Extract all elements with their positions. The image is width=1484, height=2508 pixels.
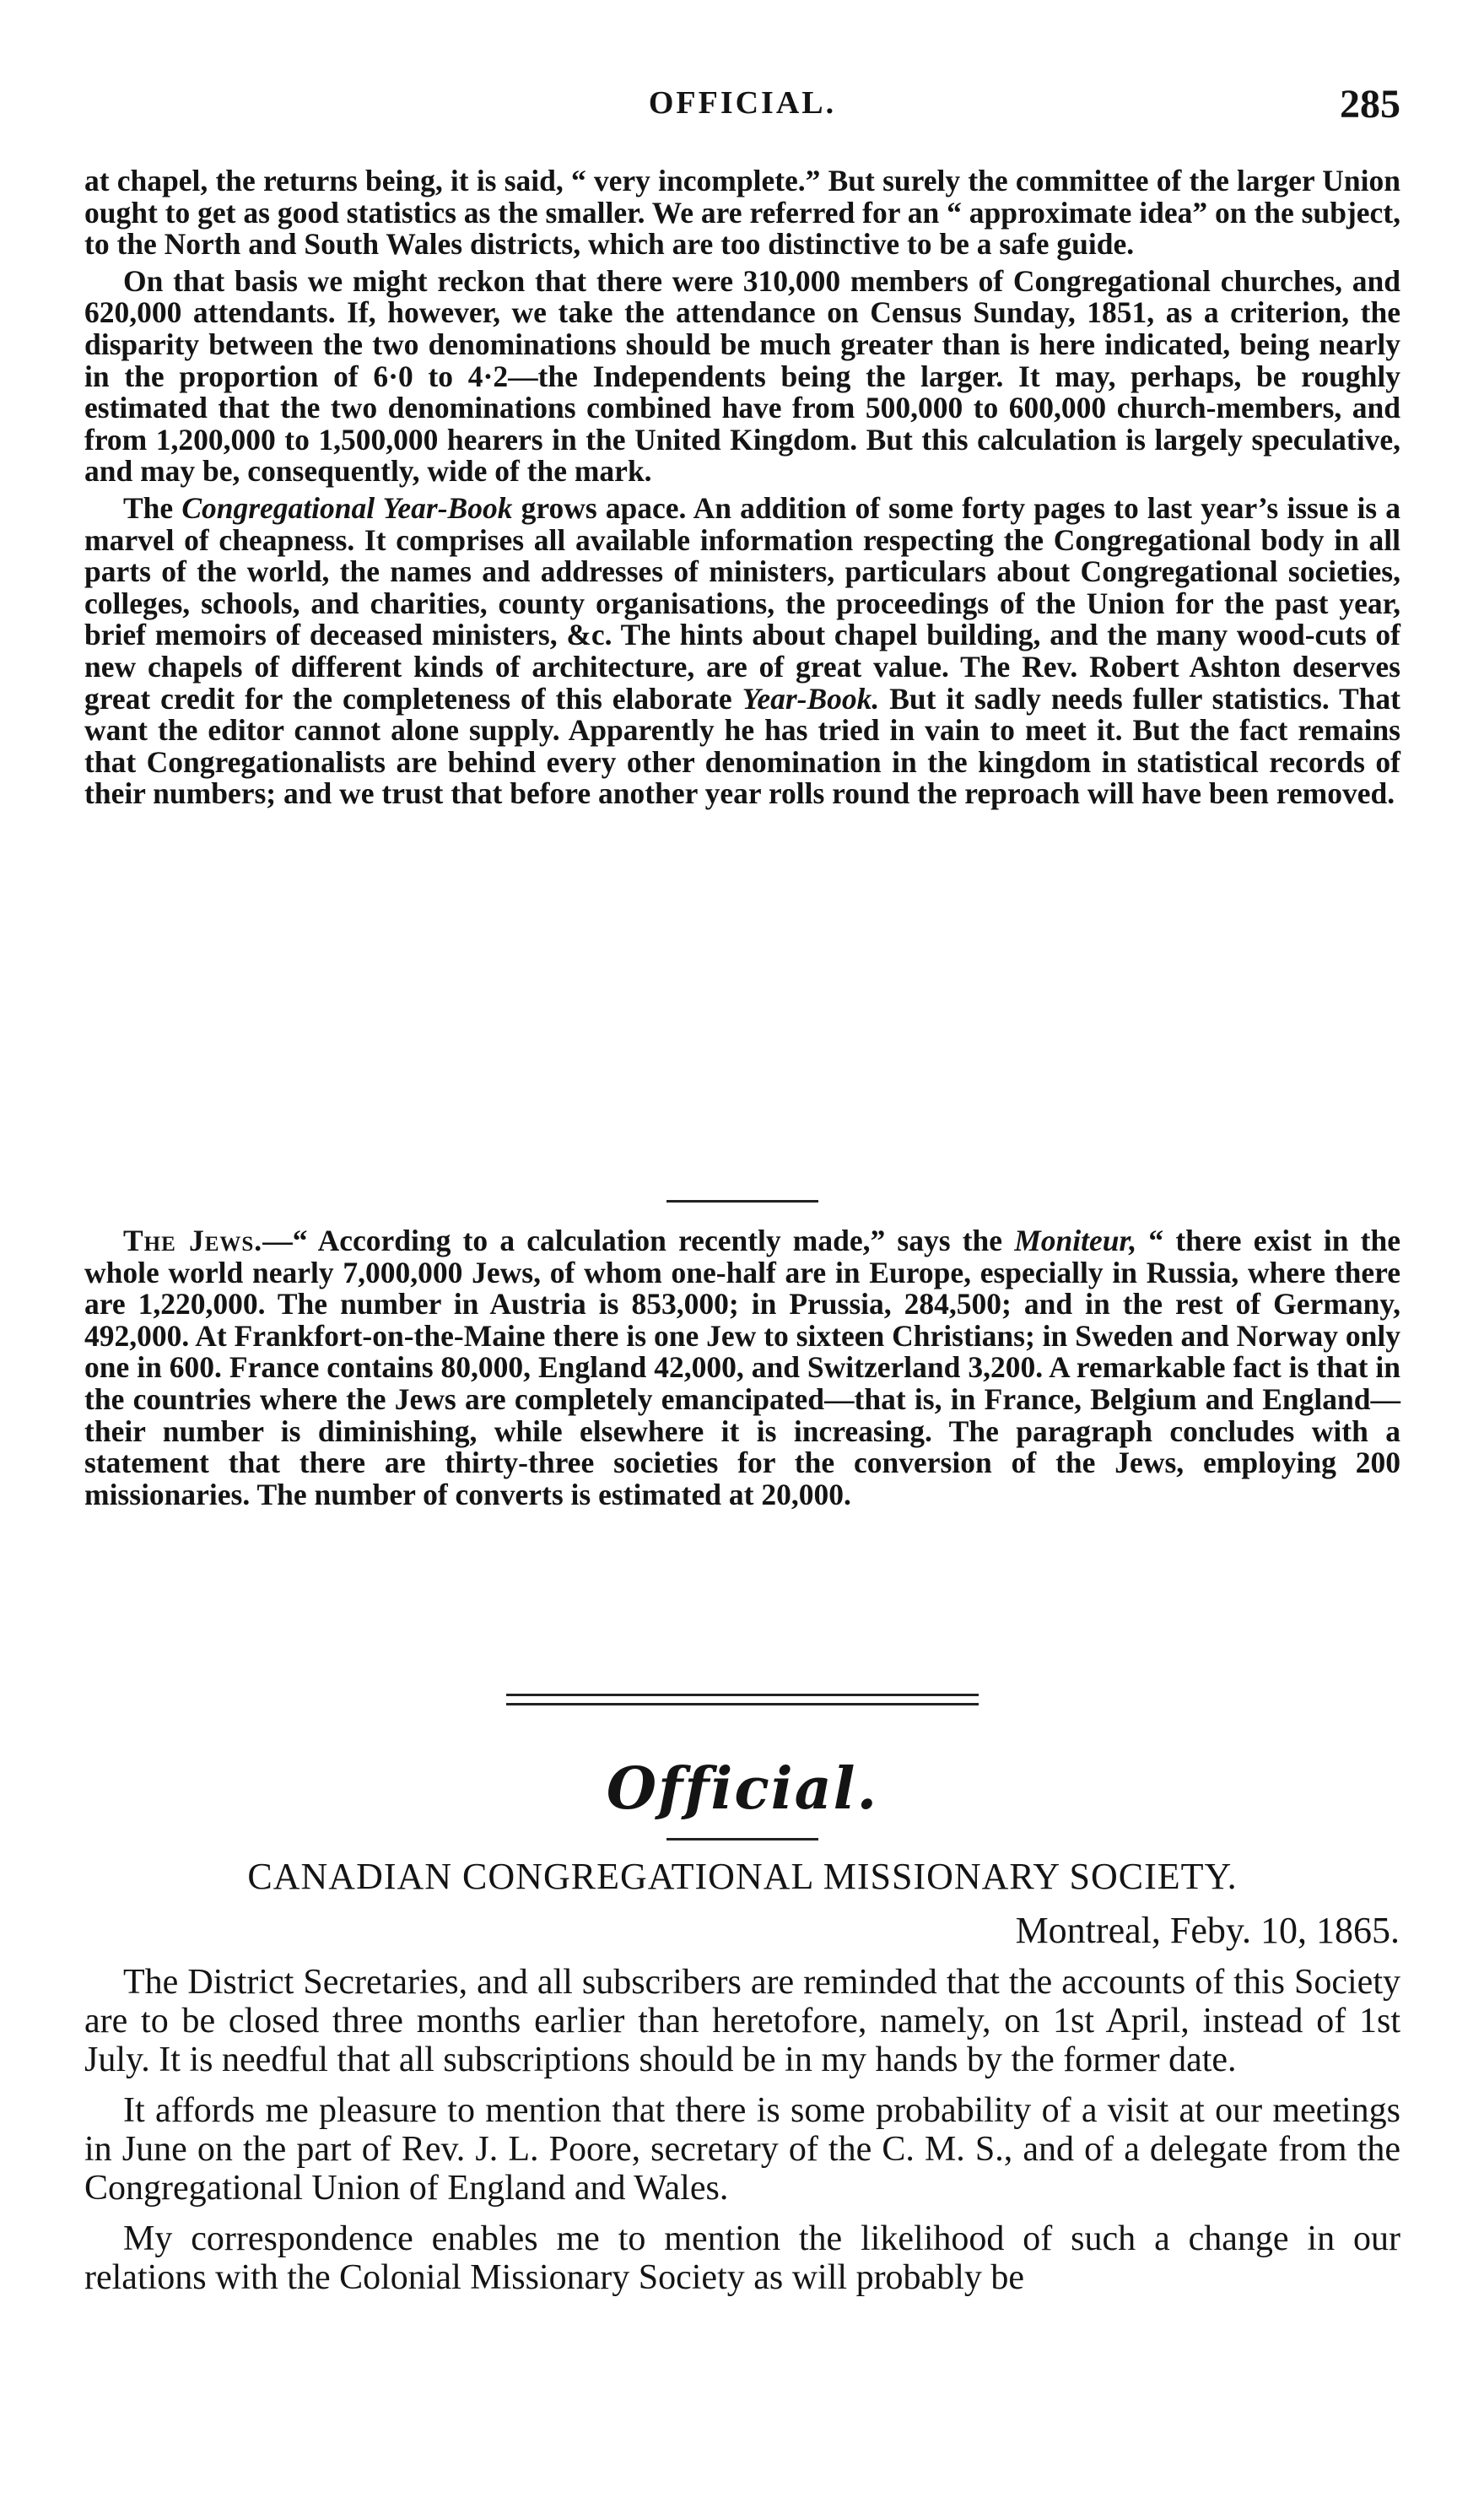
paragraph-visit-notice: It affords me pleasure to mention that there is some probability of a visit at our meetings in June on the part of Rev. J. L. Poore, secretary of the C. M. S., and of a delegate from the Congregational Union of England and Wales. (84, 2091, 1400, 2208)
official-letter (84, 1963, 1400, 2297)
running-title: OFFICIAL. (648, 85, 837, 121)
paragraph-chapel-returns: at chapel, the returns being, it is said, “ very incomplete.” But surely the committee of the larger Union ought to get as good statistics as the smaller. We are referred for an “ approximate idea” on the subject, to the North and South Wales districts, which are too distinctive to be a safe guide. (84, 164, 1400, 262)
double-rule-divider (506, 1694, 979, 1705)
year-book-title-short: Year-Book. (742, 681, 880, 716)
paragraph-year-book (84, 490, 1400, 811)
section-heading-official: Official. (606, 1755, 879, 1823)
society-title: CANADIAN CONGREGATIONAL MISSIONARY SOCIETY. (247, 1856, 1238, 1897)
year-book-title: Congregational Year-Book (181, 490, 513, 525)
page-number: 285 (1340, 82, 1400, 127)
article-jews (84, 1225, 1400, 1511)
paragraph-accounts-notice: The District Secretaries, and all subscribers are reminded that the accounts of this Society are to be closed three months earlier than heretofore, namely, on 1st April, instead of 1st July. It is needful that all subscriptions should be in my hands by the former date. (84, 1963, 1400, 2079)
section-divider (666, 1200, 818, 1203)
year-book-text-2: grows apace. An addition of some forty pages to last year’s issue is a marvel of cheapness. It comprises all available information respecting the Congregational body in all parts of the world, the names and addresses of ministers, particulars about Congregational societies, colleges, schools, and charities, county organisations, the proceedings of the Union for the past year, brief memoirs of deceased ministers, &c. The hints about chapel building, and the many wood-cuts of new chapels of different kinds of architecture, are of great value. The Rev. Robert Ashton deserves great credit for the completeness of this elaborate (84, 490, 1400, 716)
year-book-text-3: But it sadly needs fuller statistics. That want the editor cannot alone supply. Apparently he has tried in vain to meet it. But the fact remains that Congregationalists are behind every other denomination in the kingdom in statistical records of their numbers; and we trust that before another year rolls round the reproach will have been removed. (84, 681, 1400, 811)
paragraph-correspondence: My correspondence enables me to mention the likelihood of such a change in our relations with the Colonial Missionary Society as will probably be (84, 2219, 1400, 2297)
article-congregational-statistics (84, 165, 1400, 810)
jews-text: “ there exist in the whole world nearly 7,000,000 Jews, of whom one-half are in Europe, especially in Russia, where there are 1,220,000. The number in Austria is 853,000; in Prussia, 284,500; and in the rest of Germany, 492,000. At Frankfort-on-the-Maine there is one Jew to sixteen Christians; in Sweden and Norway only one in 600. France contains 80,000, England 42,000, and Switzerland 3,200. A remarkable fact is that in the countries where the Jews are completely emancipated—that is, in France, Belgium and England—their number is diminishing, while elsewhere it is increasing. The paragraph concludes with a statement that there are thirty-three societies for the conversion of the Jews, employing 200 missionaries. The number of converts is estimated at 20,000. (84, 1224, 1400, 1511)
heading-underline (666, 1838, 818, 1840)
paragraph-jews (84, 1225, 1400, 1511)
jews-label: The Jews. (123, 1224, 263, 1257)
moniteur-source: Moniteur, (1014, 1224, 1137, 1257)
paragraph-membership-estimate: On that basis we might reckon that there were 310,000 members of Congregational churches, and 620,000 attendants. If, however, we take the attendance on Census Sunday, 1851, as a criterion, the disparity between the two denominations should be much greater than is here indicated, being nearly in the proportion of 6·0 to 4·2—the Independents being the larger. It may, perhaps, be roughly estimated that the two denominations combined have from 500,000 to 600,000 church-members, and from 1,200,000 to 1,500,000 hearers in the United Kingdom. But this calculation is largely speculative, and may be, consequently, wide of the mark. (84, 263, 1400, 489)
jews-intro: —“ According to a calculation recently made,” says the (262, 1224, 1015, 1257)
year-book-text-1: The (123, 490, 182, 525)
dateline: Montreal, Feby. 10, 1865. (1015, 1910, 1400, 1951)
running-header (84, 84, 1400, 135)
